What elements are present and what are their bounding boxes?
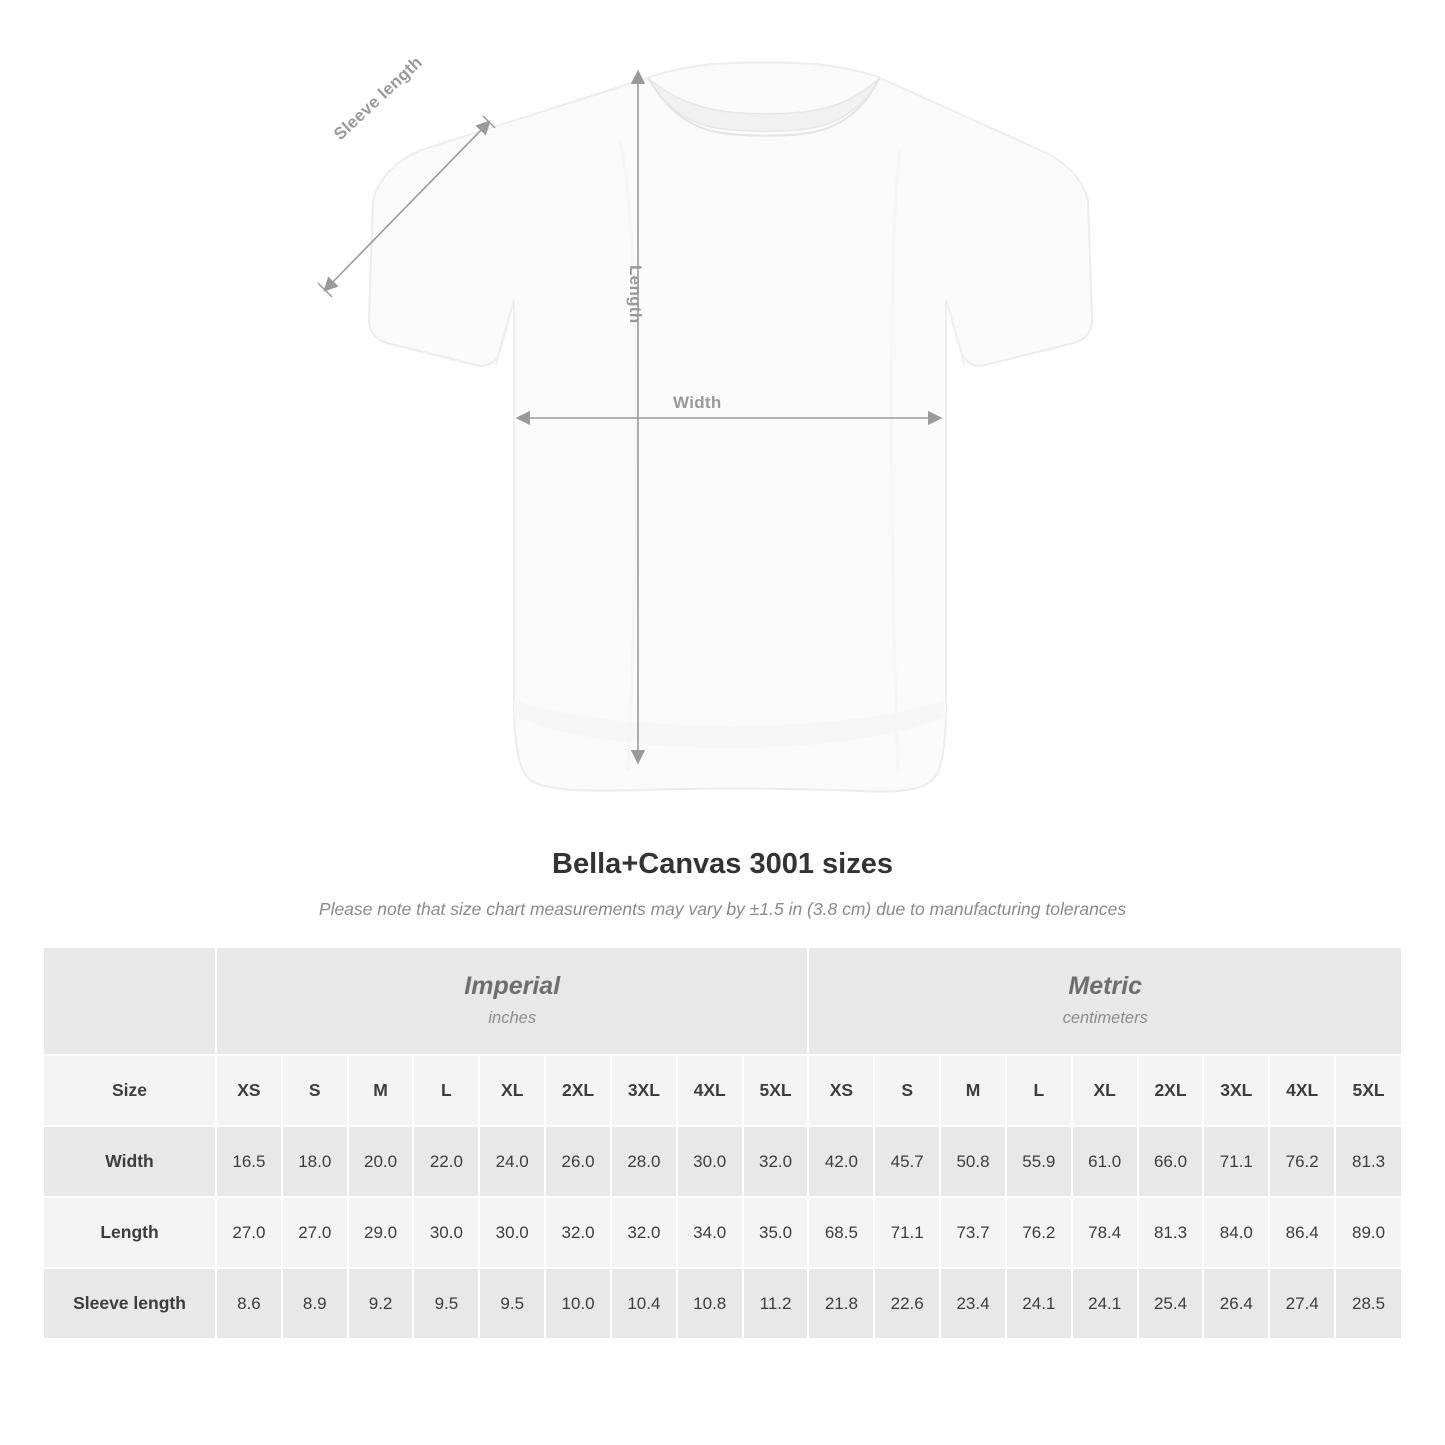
measurement-cell: 21.8 — [808, 1268, 874, 1339]
table-row — [44, 1268, 1401, 1339]
measurement-cell: 8.9 — [282, 1268, 348, 1339]
measurement-cell: 9.5 — [479, 1268, 545, 1339]
measurement-cell: 20.0 — [348, 1126, 414, 1197]
size-header-cell: 5XL — [1335, 1055, 1401, 1126]
measurement-cell: 24.1 — [1072, 1268, 1138, 1339]
measurement-cell: 55.9 — [1006, 1126, 1072, 1197]
measurement-cell: 45.7 — [874, 1126, 940, 1197]
measurement-cell: 81.3 — [1335, 1126, 1401, 1197]
measurement-cell: 32.0 — [545, 1197, 611, 1268]
measurement-cell: 50.8 — [940, 1126, 1006, 1197]
size-header-cell: L — [413, 1055, 479, 1126]
width-label: Width — [673, 393, 722, 412]
size-header-cell: 3XL — [1203, 1055, 1269, 1126]
tolerance-note: Please note that size chart measurements may vary by ±1.5 in (3.8 cm) due to manufacturing tolerances — [318, 899, 1127, 919]
measurement-cell: 8.6 — [216, 1268, 282, 1339]
measurement-cell: 30.0 — [413, 1197, 479, 1268]
measurement-cell: 25.4 — [1138, 1268, 1204, 1339]
size-header-cell: 2XL — [1138, 1055, 1204, 1126]
size-header-cell: 2XL — [545, 1055, 611, 1126]
measurement-cell: 10.4 — [611, 1268, 677, 1339]
measurement-cell: 9.5 — [413, 1268, 479, 1339]
measurement-cell: 26.4 — [1203, 1268, 1269, 1339]
size-header-row — [44, 1055, 1401, 1126]
size-header-cell: M — [348, 1055, 414, 1126]
measurement-cell: 22.6 — [874, 1268, 940, 1339]
size-header-cell: XL — [479, 1055, 545, 1126]
measurement-cell: 29.0 — [348, 1197, 414, 1268]
measurement-cell: 27.0 — [216, 1197, 282, 1268]
measurement-cell: 68.5 — [808, 1197, 874, 1268]
size-header-cell: XL — [1072, 1055, 1138, 1126]
measurement-cell: 24.0 — [479, 1126, 545, 1197]
measurement-cell: 28.5 — [1335, 1268, 1401, 1339]
size-header-cell: 5XL — [743, 1055, 809, 1126]
measurement-cell: 76.2 — [1269, 1126, 1335, 1197]
row-label: Sleeve length — [44, 1268, 216, 1339]
measurement-cell: 78.4 — [1072, 1197, 1138, 1268]
size-header-cell: M — [940, 1055, 1006, 1126]
unit-head-spacer — [44, 948, 216, 1055]
measurement-cell: 84.0 — [1203, 1197, 1269, 1268]
unit-name-label: centimeters — [1062, 1009, 1148, 1027]
measurement-cell: 32.0 — [611, 1197, 677, 1268]
measurement-cell: 73.7 — [940, 1197, 1006, 1268]
measurement-cell: 34.0 — [677, 1197, 743, 1268]
row-header-size: Size — [44, 1055, 216, 1126]
size-header-cell: XS — [216, 1055, 282, 1126]
page-title: Bella+Canvas 3001 sizes — [552, 848, 893, 880]
unit-group-imperial — [216, 948, 808, 1055]
size-header-cell: XS — [808, 1055, 874, 1126]
unit-name-label: inches — [488, 1009, 537, 1027]
measurement-cell: 18.0 — [282, 1126, 348, 1197]
unit-group-row — [44, 948, 1401, 1055]
measurement-cell: 10.0 — [545, 1268, 611, 1339]
measurement-cell: 16.5 — [216, 1126, 282, 1197]
measurement-cell: 61.0 — [1072, 1126, 1138, 1197]
measurement-cell: 11.2 — [743, 1268, 809, 1339]
measurement-cell: 22.0 — [413, 1126, 479, 1197]
measurement-cell: 32.0 — [743, 1126, 809, 1197]
measurement-cell: 35.0 — [743, 1197, 809, 1268]
row-label: Length — [44, 1197, 216, 1268]
length-label: Length — [626, 265, 645, 324]
sleeve-length-label: Sleeve length — [330, 52, 426, 144]
measurement-cell: 81.3 — [1138, 1197, 1204, 1268]
size-header-cell: 3XL — [611, 1055, 677, 1126]
size-header-cell: 4XL — [677, 1055, 743, 1126]
size-chart — [44, 948, 1401, 1340]
measurement-cell: 89.0 — [1335, 1197, 1401, 1268]
measurement-cell: 28.0 — [611, 1126, 677, 1197]
size-table — [44, 948, 1401, 1340]
row-label: Width — [44, 1126, 216, 1197]
unit-group-metric — [808, 948, 1401, 1055]
unit-system-label: Metric — [1068, 972, 1143, 1000]
measurement-cell: 10.8 — [677, 1268, 743, 1339]
size-header-cell: L — [1006, 1055, 1072, 1126]
size-header-cell: S — [282, 1055, 348, 1126]
measurement-cell: 71.1 — [1203, 1126, 1269, 1197]
measurement-cell: 42.0 — [808, 1126, 874, 1197]
measurement-cell: 27.0 — [282, 1197, 348, 1268]
measurement-cell: 30.0 — [479, 1197, 545, 1268]
measurement-cell: 24.1 — [1006, 1268, 1072, 1339]
measurement-cell: 71.1 — [874, 1197, 940, 1268]
unit-system-label: Imperial — [464, 972, 561, 1000]
table-row — [44, 1197, 1401, 1268]
measurement-cell: 66.0 — [1138, 1126, 1204, 1197]
measurement-cell: 86.4 — [1269, 1197, 1335, 1268]
measurement-cell: 23.4 — [940, 1268, 1006, 1339]
measurement-cell: 27.4 — [1269, 1268, 1335, 1339]
size-header-cell: 4XL — [1269, 1055, 1335, 1126]
measurement-cell: 9.2 — [348, 1268, 414, 1339]
table-row — [44, 1126, 1401, 1197]
measurement-cell: 76.2 — [1006, 1197, 1072, 1268]
measurement-cell: 30.0 — [677, 1126, 743, 1197]
size-header-cell: S — [874, 1055, 940, 1126]
measurement-cell: 26.0 — [545, 1126, 611, 1197]
